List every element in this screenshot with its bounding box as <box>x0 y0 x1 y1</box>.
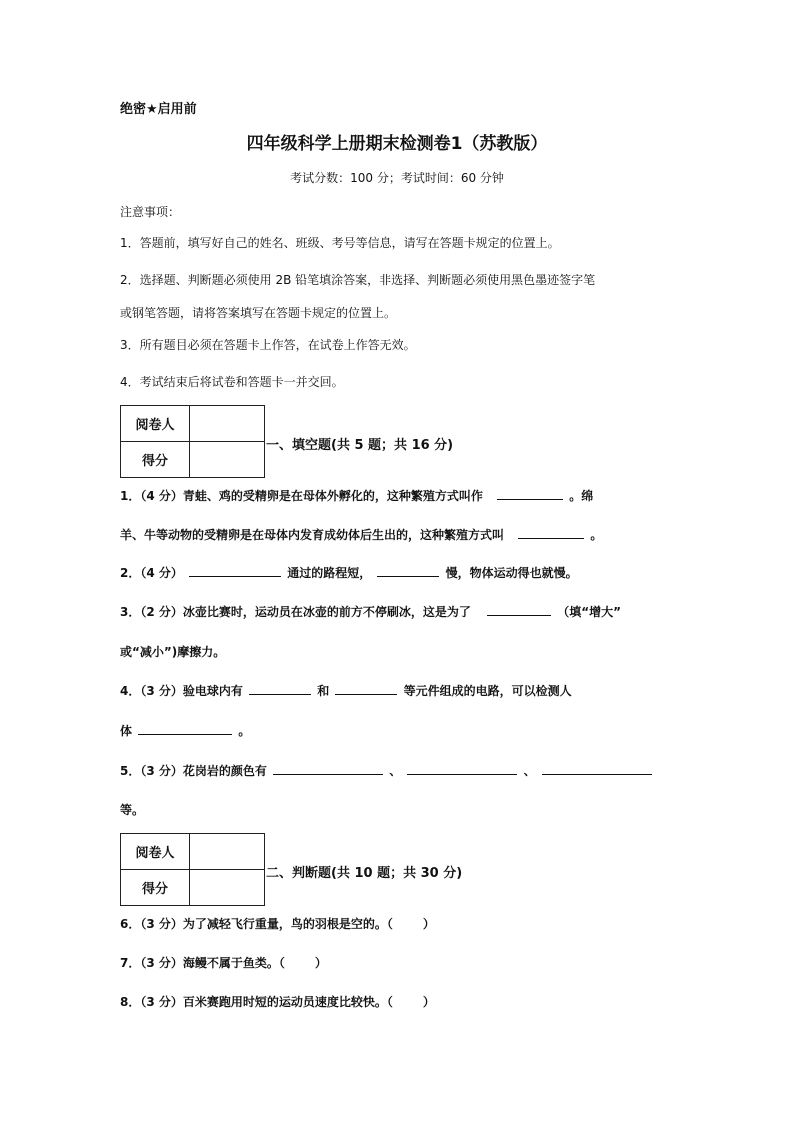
reviewer-cell[interactable] <box>190 834 265 870</box>
reviewer-label: 阅卷人 <box>121 834 190 870</box>
question-text: 、 <box>389 764 402 778</box>
secret-label: 绝密★启用前 <box>120 102 197 117</box>
question-text: 1．（4 分）青蛙、鸡的受精卵是在母体外孵化的，这种繁殖方式叫作 <box>120 489 483 503</box>
question-7 <box>120 954 327 971</box>
question-text: 羊、牛等动物的受精卵是在母体内发育成幼体后生出的，这种繁殖方式叫 <box>120 528 505 542</box>
notice-item: 或钢笔答题，请将答案填写在答题卡规定的位置上。 <box>120 306 397 320</box>
question-6 <box>120 915 435 932</box>
question-text: 。 <box>238 724 251 738</box>
section-title: 一、填空题(共 5 题；共 16 分) <box>266 438 454 453</box>
score-table <box>120 833 265 906</box>
score-label: 得分 <box>121 442 190 478</box>
answer-blank[interactable] <box>518 526 584 539</box>
question-text: 通过的路程短， <box>287 566 372 580</box>
score-cell[interactable] <box>190 442 265 478</box>
notice-item: 1．答题前，填写好自己的姓名、班级、考号等信息，请写在答题卡规定的位置上。 <box>120 236 560 250</box>
answer-blank[interactable] <box>497 487 563 500</box>
question-5-cont: 等。 <box>120 803 145 817</box>
question-text: 2．（4 分） <box>120 566 183 580</box>
question-text: ） <box>314 956 327 970</box>
answer-blank[interactable] <box>335 682 397 695</box>
question-3 <box>120 603 621 620</box>
question-3-cont: 或“减小”)摩擦力。 <box>120 645 226 659</box>
question-8 <box>120 993 435 1010</box>
answer-blank[interactable] <box>377 564 439 577</box>
question-1-cont <box>120 526 602 543</box>
answer-blank[interactable] <box>407 762 517 775</box>
notice-heading: 注意事项： <box>120 205 181 219</box>
question-text: 。 <box>590 528 603 542</box>
question-text: 6．（3 分）为了减轻飞行重量，鸟的羽根是空的。（ <box>120 917 393 931</box>
question-text: （填“增大” <box>557 605 622 619</box>
question-text: 、 <box>523 764 536 778</box>
score-label: 得分 <box>121 870 190 906</box>
page-title: 四年级科学上册期末检测卷1（苏教版） <box>246 134 548 154</box>
score-table <box>120 405 265 478</box>
answer-blank[interactable] <box>273 762 383 775</box>
question-text: 5．（3 分）花岗岩的颜色有 <box>120 764 267 778</box>
question-text: 8．（3 分）百米赛跑用时短的运动员速度比较快。（ <box>120 995 393 1009</box>
question-text: ） <box>422 995 435 1009</box>
reviewer-cell[interactable] <box>190 406 265 442</box>
question-5 <box>120 762 654 779</box>
question-text: 体 <box>120 724 133 738</box>
answer-blank[interactable] <box>189 564 281 577</box>
question-text: 等元件组成的电路，可以检测人 <box>403 684 572 698</box>
answer-blank[interactable] <box>487 603 551 616</box>
notice-item: 4．考试结束后将试卷和答题卡一并交回。 <box>120 375 344 389</box>
reviewer-label: 阅卷人 <box>121 406 190 442</box>
question-1 <box>120 487 593 504</box>
question-text: 慢，物体运动得也就慢。 <box>445 566 578 580</box>
question-4-cont <box>120 722 250 739</box>
question-2 <box>120 564 578 581</box>
section-title: 二、判断题(共 10 题；共 30 分) <box>266 866 463 881</box>
question-4 <box>120 682 572 699</box>
question-text: 3．（2 分）冰壶比赛时，运动员在冰壶的前方不停刷冰，这是为了 <box>120 605 471 619</box>
question-text: 7．（3 分）海鳗不属于鱼类。（ <box>120 956 285 970</box>
notice-item: 3．所有题目必须在答题卡上作答，在试卷上作答无效。 <box>120 338 416 352</box>
exam-info: 考试分数：100 分；考试时间：60 分钟 <box>290 171 504 185</box>
score-cell[interactable] <box>190 870 265 906</box>
notice-item: 2．选择题、判断题必须使用 2B 铅笔填涂答案，非选择、判断题必须使用黑色墨迹签字笔 <box>120 273 596 287</box>
question-text: 和 <box>317 684 330 698</box>
question-text: 。绵 <box>569 489 594 503</box>
answer-blank[interactable] <box>138 722 232 735</box>
answer-blank[interactable] <box>542 762 652 775</box>
answer-blank[interactable] <box>249 682 311 695</box>
question-text: ） <box>422 917 435 931</box>
question-text: 4．（3 分）验电球内有 <box>120 684 243 698</box>
